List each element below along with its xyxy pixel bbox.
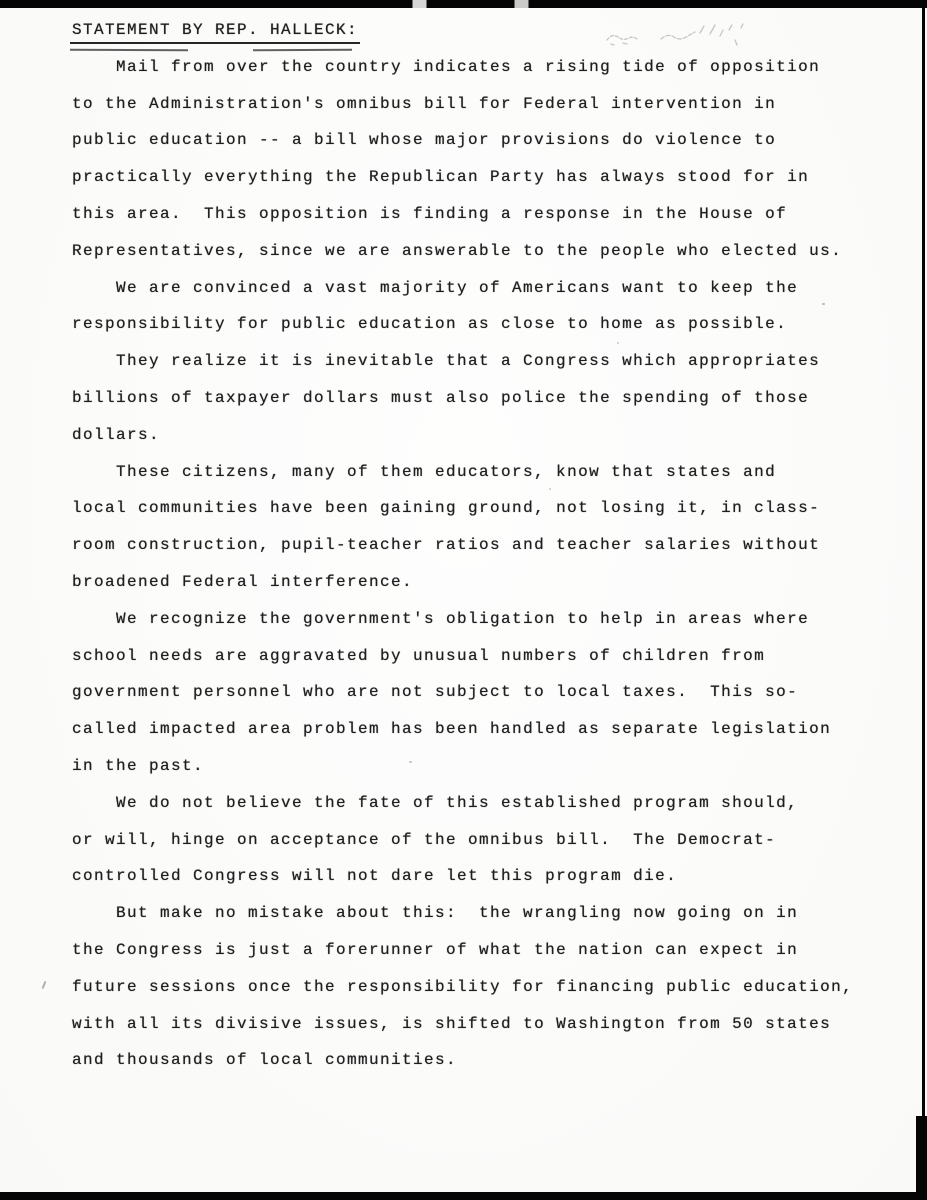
text-line: Representatives, since we are answerable to the people who elected us. [72, 241, 843, 260]
text-line: called impacted area problem has been handled as separate legislation [72, 720, 832, 739]
text-line: broadened Federal interference. [72, 572, 414, 591]
text-line: They realize it is inevitable that a Congress which appropriates [116, 352, 821, 371]
text-line: the Congress is just a forerunner of what the nation can expect in [72, 940, 799, 959]
title-row [72, 12, 887, 49]
scan-edge-corner-block [916, 1116, 927, 1200]
text-line: to the Administration's omnibus bill for Federal intervention in [72, 94, 777, 113]
text-line: this area. This opposition is finding a response in the House of [72, 204, 788, 223]
text-line: government personnel who are not subject to local taxes. This so- [72, 683, 799, 702]
text-line: or will, hinge on acceptance of the omnibus bill. The Democrat- [72, 830, 777, 849]
paragraph [72, 895, 887, 1079]
text-line: Mail from over the country indicates a rising tide of opposition [116, 57, 821, 76]
text-line: in the past. [72, 756, 205, 775]
text-line: school needs are aggravated by unusual numbers of children from [72, 646, 766, 665]
text-line: controlled Congress will not dare let this program die. [72, 867, 678, 886]
text-line: responsibility for public education as close to home as possible. [72, 315, 788, 334]
document-body [72, 49, 887, 1079]
page-title: STATEMENT BY REP. HALLECK: [72, 12, 358, 49]
scan-edge-right [922, 0, 925, 1200]
document-content [0, 12, 887, 1079]
paragraph [72, 454, 887, 601]
text-line: We recognize the government's obligation to help in areas where [116, 609, 810, 628]
text-line: dollars. [72, 425, 161, 444]
text-line: and thousands of local communities. [72, 1051, 458, 1070]
text-line: with all its divisive issues, is shifted to Washington from 50 states [72, 1014, 832, 1033]
text-line: practically everything the Republican Party has always stood for in [72, 168, 810, 187]
text-line: public education -- a bill whose major provisions do violence to [72, 131, 777, 150]
text-line: local communities have been gaining ground, not losing it, in class- [72, 499, 821, 518]
scan-edge-top [0, 0, 927, 8]
text-line: room construction, pupil-teacher ratios and teacher salaries without [72, 536, 821, 555]
paragraph [72, 49, 887, 270]
text-line: These citizens, many of them educators, know that states and [116, 462, 777, 481]
paragraph [72, 270, 887, 344]
paragraph [72, 785, 887, 895]
scan-edge-bottom [0, 1192, 927, 1200]
text-line: future sessions once the responsibility for financing public education, [72, 977, 854, 996]
text-line: billions of taxpayer dollars must also police the spending of those [72, 388, 810, 407]
paragraph [72, 343, 887, 453]
text-line: We are convinced a vast majority of Americans want to keep the [116, 278, 799, 297]
paragraph [72, 601, 887, 785]
text-line: But make no mistake about this: the wrangling now going on in [116, 904, 799, 923]
text-line: We do not believe the fate of this established program should, [116, 793, 799, 812]
